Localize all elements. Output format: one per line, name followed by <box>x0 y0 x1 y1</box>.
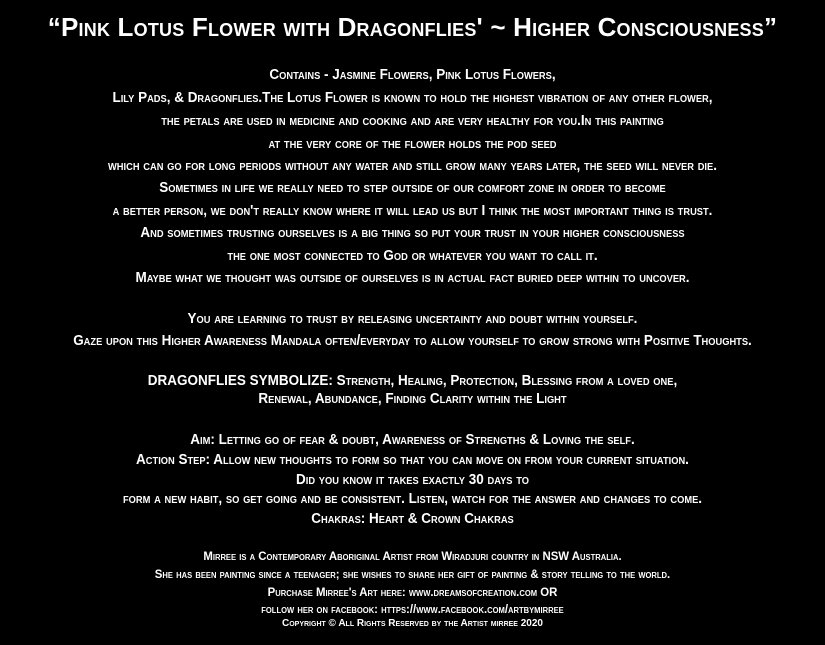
description-line: which can go for long periods without any water and still grow many years later, the seed will never die. <box>108 158 717 174</box>
chakras-line: Chakras: Heart & Crown Chakras <box>311 511 514 527</box>
purchase-line: Purchase Mirree's Art here: www.dreamsofcreation.com OR <box>267 585 558 599</box>
description-line: Maybe what we thought was outside of ourselves is in actual fact buried deep within to uncover. <box>135 270 690 286</box>
artist-bio-line: She has been painting since a teenager; she wishes to share her gift of painting & story telling to the world. <box>154 567 671 581</box>
description-line: a better person, we don't really know where it will lead us but I think the most important thing is trust. <box>112 203 713 219</box>
description-line: Lily Pads, & Dragonflies.The Lotus Flower is known to hold the highest vibration of any other flower, <box>112 90 713 106</box>
artist-bio-line: Mirree is a Contemporary Aboriginal Artist from Wiradjuri country in NSW Australia. <box>203 549 622 563</box>
dragonflies-symbolize-line <box>29 371 796 391</box>
aim-line: Aim: Letting go of fear & doubt, Awareness of Strengths & Loving the self. <box>190 432 635 448</box>
facebook-line: follow her on facebook: https://www.facebook.com/artbymirree <box>261 602 564 616</box>
description-line: at the very core of the flower holds the pod seed <box>268 136 557 152</box>
action-step-line: Action Step: Allow new thoughts to form so that you can move on from your current situation. <box>136 452 689 468</box>
dragonflies-meanings-line: Renewal, Abundance, Finding Clarity within the Light <box>258 391 567 407</box>
dragonflies-heading: DRAGONFLIES SYMBOLIZE: <box>147 373 333 389</box>
habit-line: Did you know it takes exactly 30 days to <box>296 472 529 488</box>
page-title: “Pink Lotus Flower with Dragonflies' ~ Higher Consciousness” <box>47 12 778 42</box>
description-line: the one most connected to God or whatever you want to call it. <box>227 248 598 264</box>
description-line: And sometimes trusting ourselves is a big thing so put your trust in your higher consciousness <box>140 225 685 241</box>
affirmation-line: Gaze upon this Higher Awareness Mandala often/everyday to allow yourself to grow strong with Positive Thoughts. <box>73 333 752 349</box>
description-line: Sometimes in life we really need to step outside of our comfort zone in order to become <box>159 180 666 196</box>
affirmation-line: You are learning to trust by releasing uncertainty and doubt within yourself. <box>187 311 638 327</box>
copyright-notice: Copyright © All Rights Reserved by the Artist mirree 2020 <box>282 618 543 629</box>
habit-line: form a new habit, so get going and be consistent. Listen, watch for the answer and changes to come. <box>122 491 703 507</box>
description-line: Contains - Jasmine Flowers, Pink Lotus Flowers, <box>269 67 556 83</box>
description-line: the petals are used in medicine and cooking and are very healthy for you.In this painting <box>161 113 664 129</box>
dragonflies-meanings: Strength, Healing, Protection, Blessing from a loved one, <box>332 373 678 389</box>
